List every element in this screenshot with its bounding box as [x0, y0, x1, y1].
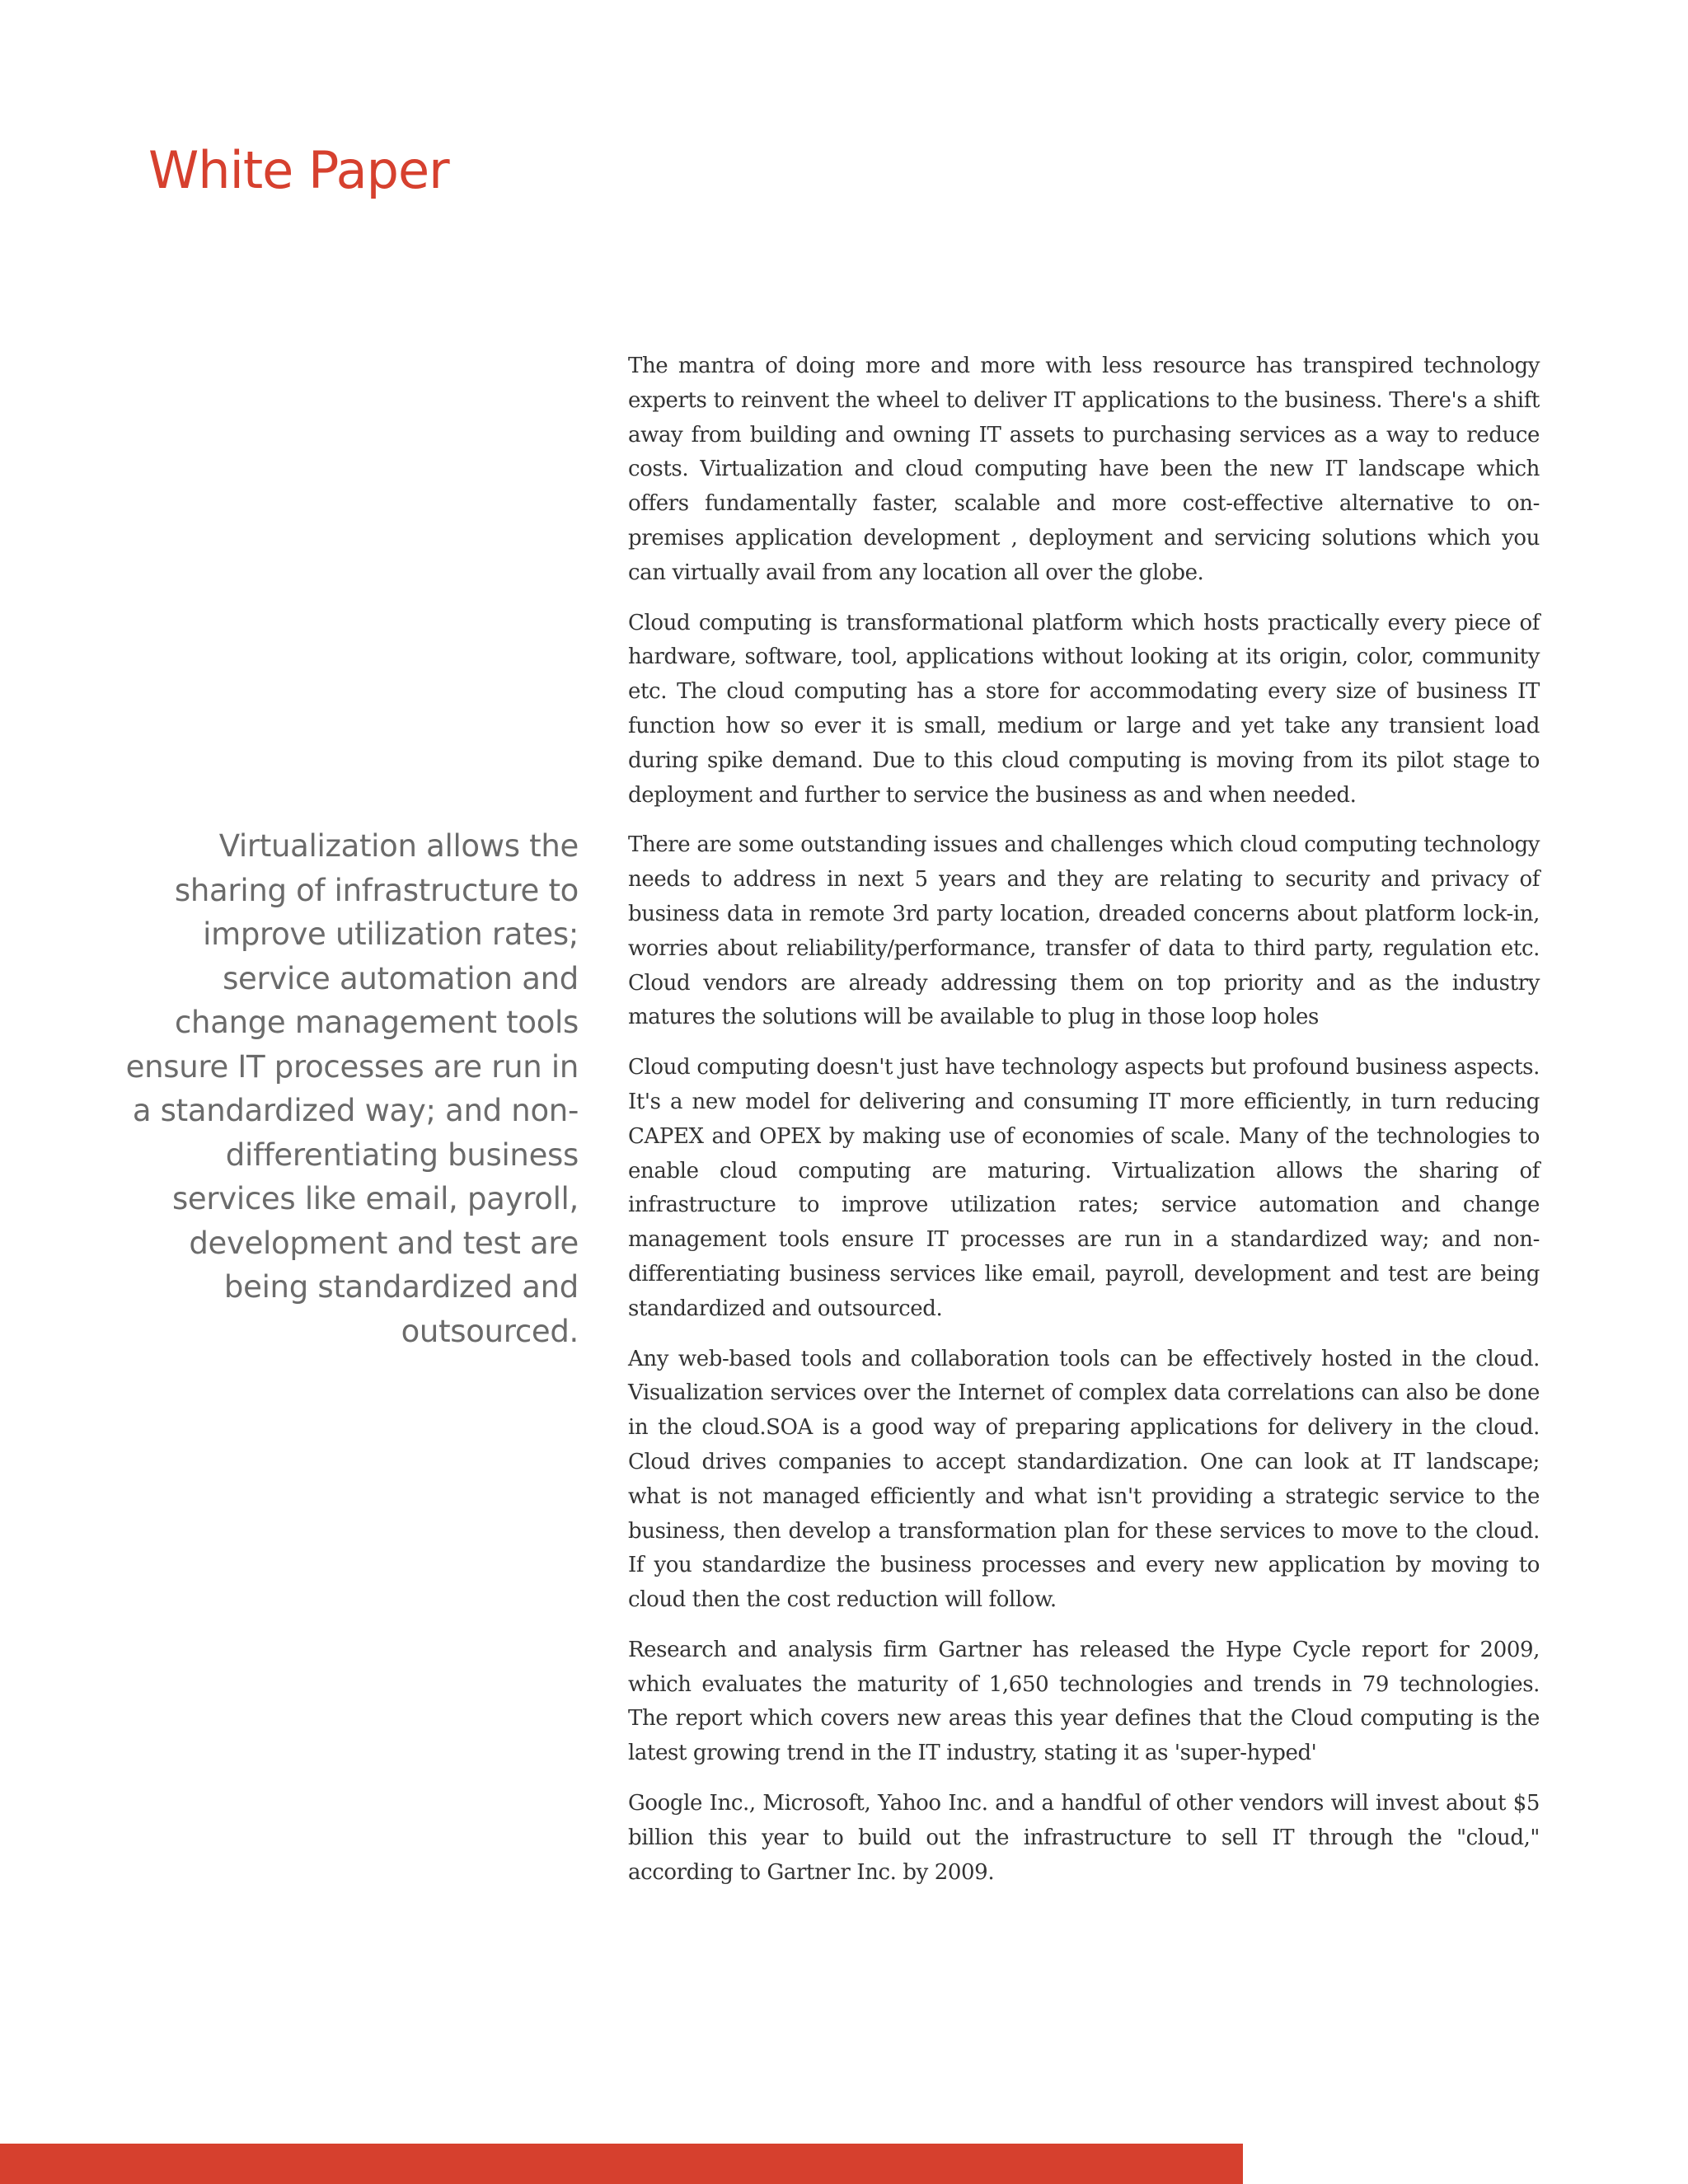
- body-paragraph-2: Cloud computing is transformational platform which hosts practically every piece of hardware, software, tool, applications without looking at its origin, color, community etc. The cloud computing has a store for accommodating every size of business IT function how so ever it is small, medium or large and yet take any transient load during spike demand. Due to this cloud computing is moving from its pilot stage to deployment and further to service the business as and when needed.: [628, 610, 1540, 808]
- body-paragraph-7: Google Inc., Microsoft, Yahoo Inc. and a handful of other vendors will invest about $5 billion this year to build out the infrastructure to sell IT through the "cloud," according to Gartner Inc. by 2009.: [628, 1791, 1540, 1885]
- body-paragraph-6: Research and analysis firm Gartner has released the Hype Cycle report for 2009, which evaluates the maturity of 1,650 technologies and trends in 79 technologies. The report which covers new areas this year defines that the Cloud computing is the latest growing trend in the IT industry, stating it as 'super-hyped': [628, 1637, 1540, 1766]
- body-paragraph-3: There are some outstanding issues and challenges which cloud computing technology needs to address in next 5 years and they are relating to security and privacy of business data in remote 3rd party location, dreaded concerns about platform lock-in, worries about reliability/performance, transfer of data to third party, regulation etc. Cloud vendors are already addressing them on top priority and as the industry matures the solutions will be available to plug in those loop holes: [628, 832, 1540, 1030]
- page-title: White Paper: [148, 140, 449, 200]
- body-paragraph-4: Cloud computing doesn't just have technology aspects but profound business aspects. It's a new model for delivering and consuming IT more efficiently, in turn reducing CAPEX and OPEX by making use of economies of scale. Many of the technologies to enable cloud computing are maturing. Virtualization allows the sharing of infrastructure to improve utilization rates; service automation and change management tools ensure IT processes are run in a standardized way; and non-differentiating business services like email, payroll, development and test are being standardized and outsourced.: [628, 1055, 1540, 1321]
- body-paragraph-1: The mantra of doing more and more with less resource has transpired technology experts to reinvent the wheel to deliver IT applications to the business. There's a shift away from building and owning IT assets to purchasing services as a way to reduce costs. Virtualization and cloud computing have been the new IT landscape which offers fundamentally faster, scalable and more cost-effective alternative to on-premises application development , deployment and servicing solutions which you can virtually avail from any location all over the globe.: [628, 354, 1540, 585]
- body-column: [628, 349, 1540, 1905]
- body-paragraph-5: Any web-based tools and collaboration tools can be effectively hosted in the cloud. Visualization services over the Internet of complex data correlations can also be done in the cloud.SOA is a good way of preparing applications for delivery in the cloud. Cloud drives companies to accept standardization. One can look at IT landscape; what is not managed efficiently and what isn't providing a strategic service to the business, then develop a transformation plan for these services to move to the cloud. If you standardize the business processes and every new application by moving to cloud then the cost reduction will follow.: [628, 1346, 1540, 1613]
- pull-quote: Virtualization allows the sharing of infrastructure to improve utilization rates; service automation and change management tools ensure IT processes are run in a standardized way; and non-differentiating business services like email, payroll, development and test are being standardized and outsourced.: [125, 828, 579, 1349]
- footer-accent-bar: [0, 2144, 1243, 2184]
